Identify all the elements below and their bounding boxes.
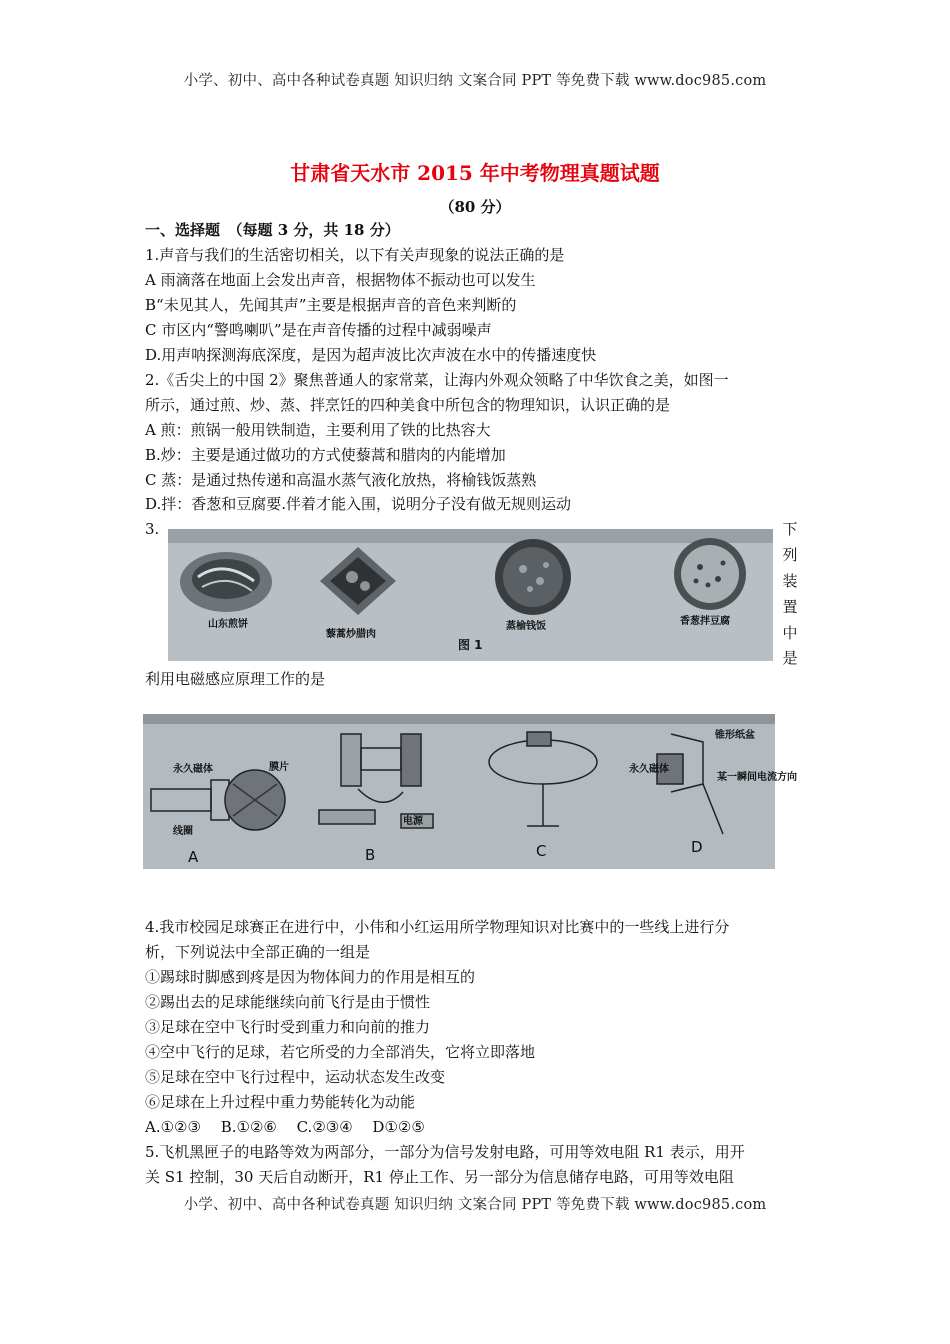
device-a-label: 线圈: [173, 826, 193, 837]
figure1-label-d: 香葱拌豆腐: [680, 616, 730, 627]
figure2-option-a: A: [188, 848, 199, 866]
q3-number: 3.: [145, 520, 160, 538]
q4-item: ②踢出去的足球能继续向前飞行是由于惯性: [145, 993, 431, 1011]
q4-stem-line1: 4.我市校园足球赛正在进行中，小伟和小红运用所学物理知识对比赛中的一些线上进行分: [145, 918, 730, 936]
figure1-label-a: 山东煎饼: [208, 619, 248, 630]
section-heading: 一、选择题 （每题 3 分，共 18 分）: [145, 221, 400, 239]
q1-option-c: C 市区内“警鸣喇叭”是在声音传播的过程中减弱噪声: [145, 321, 492, 339]
q2-option-b: B.炒：主要是通过做功的方式使藜蒿和腊肉的内能增加: [145, 446, 506, 464]
q3-vertical-char: 列: [782, 546, 798, 564]
figure2-option-c: C: [536, 842, 547, 860]
q2-option-a: A 煎：煎锅一般用铁制造，主要利用了铁的比热容大: [145, 421, 491, 439]
device-d-label: 某一瞬间电流方向: [717, 772, 797, 783]
device-a-label: 永久磁体: [173, 764, 213, 775]
q4-item: ⑤足球在空中飞行过程中，运动状态发生改变: [145, 1068, 446, 1086]
q4-choices: A.①②③ B.①②⑥ C.②③④ D①②⑤: [145, 1118, 425, 1136]
q2-stem-line2: 所示，通过煎、炒、蒸、拌烹饪的四种美食中所包含的物理知识，认识正确的是: [145, 396, 671, 414]
q2-option-c: C 蒸：是通过热传递和高温水蒸气液化放热，将榆钱饭蒸熟: [145, 471, 537, 489]
q4-item: ④空中飞行的足球，若它所受的力全部消失，它将立即落地: [145, 1043, 536, 1061]
food-image-tofu: [674, 538, 746, 610]
device-d-label: 永久磁体: [629, 764, 669, 775]
q5-line1: 5.飞机黑匣子的电路等效为两部分，一部分为信号发射电路，可用等效电阻 R1 表示，用开: [145, 1143, 745, 1161]
food-image-jianbing: [180, 552, 272, 612]
page-footer: 小学、初中、高中各种试卷真题 知识归纳 文案合同 PPT 等免费下载 www.doc985.com: [183, 1197, 767, 1213]
q3-vertical-char: 中: [782, 624, 798, 642]
figure1-label-b: 藜蒿炒腊肉: [326, 629, 376, 640]
figure1-label-c: 蒸榆钱饭: [506, 621, 546, 632]
q3-vertical-char: 置: [782, 598, 798, 616]
q3-vertical-char: 是: [782, 649, 798, 667]
q2-option-d: D.拌：香葱和豆腐要.伴着才能入围，说明分子没有做无规则运动: [145, 495, 572, 513]
figure1-caption: 图 1: [458, 638, 483, 652]
q1-option-d: D.用声呐探测海底深度，是因为超声波比次声波在水中的传播速度快: [145, 346, 597, 364]
figure2-option-d: D: [691, 838, 703, 856]
q2-stem-line1: 2.《舌尖上的中国 2》聚焦普通人的家常菜，让海内外观众领略了中华饮食之美，如图一: [145, 371, 729, 389]
figure-1-food-photo: [168, 529, 773, 661]
q3-vertical-char: 装: [782, 572, 798, 590]
q4-item: ①踢球时脚感到疼是因为物体间力的作用是相互的: [145, 968, 476, 986]
q1-option-a: A 雨滴落在地面上会发出声音，根据物体不振动也可以发生: [145, 271, 536, 289]
q4-item: ⑥足球在上升过程中重力势能转化为动能: [145, 1093, 416, 1111]
q4-item: ③足球在空中飞行时受到重力和向前的推力: [145, 1018, 431, 1036]
figure-2-devices-photo: [143, 714, 797, 869]
q4-stem-line2: 析，下列说法中全部正确的一组是: [145, 943, 371, 961]
device-d-label: 锥形纸盆: [715, 730, 755, 741]
q3-vertical-char: 下: [782, 520, 798, 538]
figure2-option-b: B: [365, 846, 376, 864]
page-title: 甘肃省天水市 2015 年中考物理真题试题: [290, 161, 660, 185]
page-header: 小学、初中、高中各种试卷真题 知识归纳 文案合同 PPT 等免费下载 www.doc985.com: [183, 73, 767, 89]
q1-stem: 1.声音与我们的生活密切相关，以下有关声现象的说法正确的是: [145, 246, 565, 264]
total-score: （80 分）: [439, 198, 511, 216]
device-a-label: 膜片: [269, 762, 289, 773]
q1-option-b: B“未见其人，先闻其声”主要是根据声音的音色来判断的: [145, 296, 517, 314]
food-image-yuqian-fan: [495, 539, 571, 615]
q5-line2: 关 S1 控制，30 天后自动断开，R1 停止工作、另一部分为信息储存电路，可用等效电阻: [145, 1168, 734, 1186]
device-b-label: 电源: [403, 816, 423, 827]
q3-stem: 利用电磁感应原理工作的是: [145, 670, 326, 688]
